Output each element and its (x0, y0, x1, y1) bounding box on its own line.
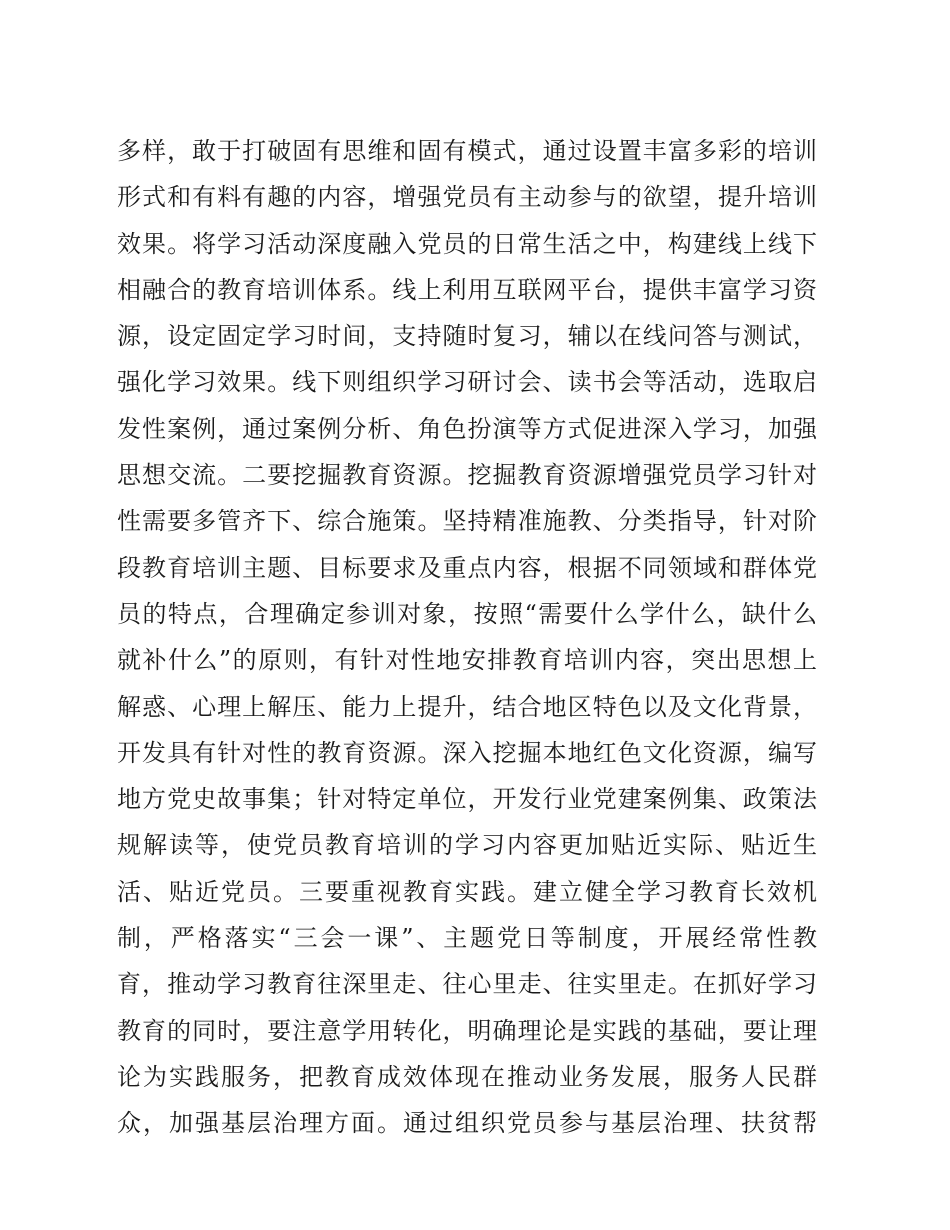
text-line: 开发具有针对性的教育资源。深入挖掘本地红色文化资源，编写 (117, 738, 817, 767)
text-line: 相融合的教育培训体系。线上利用互联网平台，提供丰富学习资 (117, 275, 817, 304)
text-line: 就补什么”的原则，有针对性地安排教育培训内容，突出思想上 (117, 646, 817, 675)
text-line: 强化学习效果。线下则组织学习研讨会、读书会等活动，选取启 (117, 368, 817, 397)
text-line: 思想交流。二要挖掘教育资源。挖掘教育资源增强党员学习针对 (117, 461, 817, 490)
text-line: 发性案例，通过案例分析、角色扮演等方式促进深入学习，加强 (117, 414, 817, 443)
text-line: 众，加强基层治理方面。通过组织党员参与基层治理、扶贫帮 (117, 1109, 817, 1138)
body-paragraph (117, 128, 817, 1147)
text-line: 源，设定固定学习时间，支持随时复习，辅以在线问答与测试， (117, 322, 817, 351)
text-line: 规解读等，使党员教育培训的学习内容更加贴近实际、贴近生 (117, 831, 817, 860)
text-line: 解惑、心理上解压、能力上提升，结合地区特色以及文化背景， (117, 692, 817, 721)
text-line: 段教育培训主题、目标要求及重点内容，根据不同领域和群体党 (117, 553, 817, 582)
text-line: 性需要多管齐下、综合施策。坚持精准施教、分类指导，针对阶 (117, 507, 817, 536)
text-line: 制，严格落实“三会一课”、主题党日等制度，开展经常性教 (117, 924, 817, 953)
text-line: 论为实践服务，把教育成效体现在推动业务发展，服务人民群 (117, 1062, 817, 1091)
text-line: 员的特点，合理确定参训对象，按照“需要什么学什么，缺什么 (117, 599, 817, 628)
text-line: 地方党史故事集；针对特定单位，开发行业党建案例集、政策法 (117, 785, 817, 814)
text-line: 活、贴近党员。三要重视教育实践。建立健全学习教育长效机 (117, 877, 817, 906)
text-line: 育，推动学习教育往深里走、往心里走、往实里走。在抓好学习 (117, 970, 817, 999)
text-line: 多样，敢于打破固有思维和固有模式，通过设置丰富多彩的培训 (117, 137, 817, 165)
text-line: 形式和有料有趣的内容，增强党员有主动参与的欲望，提升培训 (117, 183, 817, 212)
text-line: 教育的同时，要注意学用转化，明确理论是实践的基础，要让理 (117, 1016, 817, 1045)
text-line: 效果。将学习活动深度融入党员的日常生活之中，构建线上线下 (117, 229, 817, 258)
